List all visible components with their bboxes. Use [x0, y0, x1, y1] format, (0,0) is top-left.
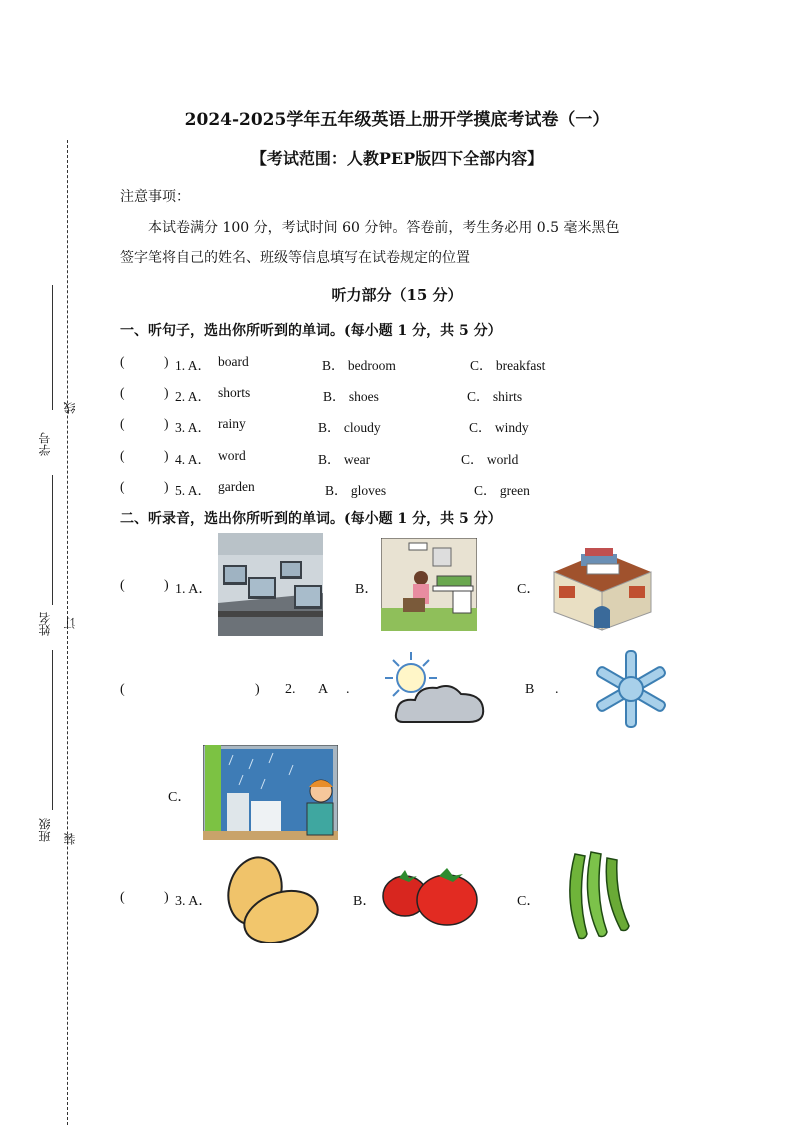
option-c: C． shirts — [467, 389, 523, 404]
option-b: B． shoes — [323, 389, 379, 404]
potatoes-image — [217, 855, 321, 943]
option-a: shorts — [218, 385, 251, 400]
q3-option-c-label: C． — [517, 894, 541, 909]
library-image — [551, 540, 654, 632]
notice-label: 注意事项： — [120, 189, 190, 205]
q1-paren-open: ( — [120, 578, 125, 593]
office-image — [381, 538, 477, 631]
binding-seal-char: 装 — [63, 833, 77, 845]
paren-close: ) — [164, 354, 169, 369]
q-number: 1. A． — [175, 358, 212, 373]
q1-paren-close: ) — [164, 578, 169, 593]
paren-open: ( — [120, 448, 125, 463]
q1-option-c-label: C． — [517, 582, 541, 597]
paren-open: ( — [120, 479, 125, 494]
exam-scope: 【考试范围：人教PEP版四下全部内容】 — [250, 149, 544, 168]
option-b: B． wear — [318, 452, 371, 467]
option-b: B． bedroom — [322, 358, 396, 373]
option-c: C． breakfast — [470, 358, 546, 373]
paren-open: ( — [120, 385, 125, 400]
paren-close: ) — [164, 479, 169, 494]
option-b: B． gloves — [325, 483, 387, 498]
notice-line-1: 本试卷满分 100 分，考试时间 60 分钟。答卷前，考生务必用 0.5 毫米黑色 — [148, 220, 620, 236]
q2-option-a-dot: . — [346, 682, 350, 697]
option-a: rainy — [218, 416, 246, 431]
computer-room-image — [218, 533, 323, 636]
option-a: word — [218, 448, 246, 463]
binding-line-char: 线 — [63, 402, 77, 414]
q1-option-b-label: B． — [355, 582, 379, 597]
section2-title: 二、听录音，选出你所听到的单词。(每小题 1 分，共 5 分） — [120, 511, 502, 527]
q-number: 4. A． — [175, 452, 212, 467]
q3-paren-open: ( — [120, 890, 125, 905]
paren-close: ) — [164, 385, 169, 400]
student-no-label: 学号 — [38, 432, 52, 456]
q2-option-c-label: C． — [168, 790, 192, 805]
paren-close: ) — [164, 416, 169, 431]
sunny-cloudy-image — [381, 650, 487, 728]
q2-option-a-letter: A — [318, 682, 329, 697]
class-underline — [52, 650, 53, 810]
class-label: 班级 — [38, 818, 52, 842]
q2-paren-open: ( — [120, 682, 125, 697]
q3-paren-close: ) — [164, 890, 169, 905]
binding-bind-char: 订 — [63, 617, 77, 629]
q2-option-b-dot: . — [555, 682, 559, 697]
q-number: 2. A． — [175, 389, 212, 404]
paren-close: ) — [164, 448, 169, 463]
rainy-window-image — [203, 745, 338, 840]
listening-header: 听力部分（15 分） — [331, 286, 463, 304]
exam-title: 2024-2025学年五年级英语上册开学摸底考试卷（一） — [184, 110, 610, 130]
tomatoes-image — [381, 866, 479, 926]
option-a: board — [218, 354, 249, 369]
option-b: B． cloudy — [318, 420, 381, 435]
q1-number: 1. A． — [175, 582, 213, 597]
q-number: 3. A． — [175, 420, 212, 435]
option-c: C． green — [474, 483, 530, 498]
q2-option-b-letter: B — [525, 682, 535, 697]
paren-open: ( — [120, 416, 125, 431]
green-beans-image — [563, 848, 631, 943]
section1-title: 一、听句子，选出你所听到的单词。(每小题 1 分，共 5 分） — [120, 323, 502, 339]
option-c: C． windy — [469, 420, 529, 435]
q2-number: 2. — [285, 682, 296, 697]
q2-paren-close: ) — [255, 682, 260, 697]
q3-number: 3. A． — [175, 894, 213, 909]
q-number: 5. A． — [175, 483, 212, 498]
option-c: C． world — [461, 452, 519, 467]
name-label: 姓名 — [38, 612, 52, 636]
paren-open: ( — [120, 354, 125, 369]
name-underline — [52, 475, 53, 605]
option-a: garden — [218, 479, 255, 494]
notice-line-2: 签字笔将自己的姓名、班级等信息填写在试卷规定的位置 — [120, 250, 470, 266]
q3-option-b-label: B． — [353, 894, 377, 909]
snowflake-image — [590, 648, 672, 730]
